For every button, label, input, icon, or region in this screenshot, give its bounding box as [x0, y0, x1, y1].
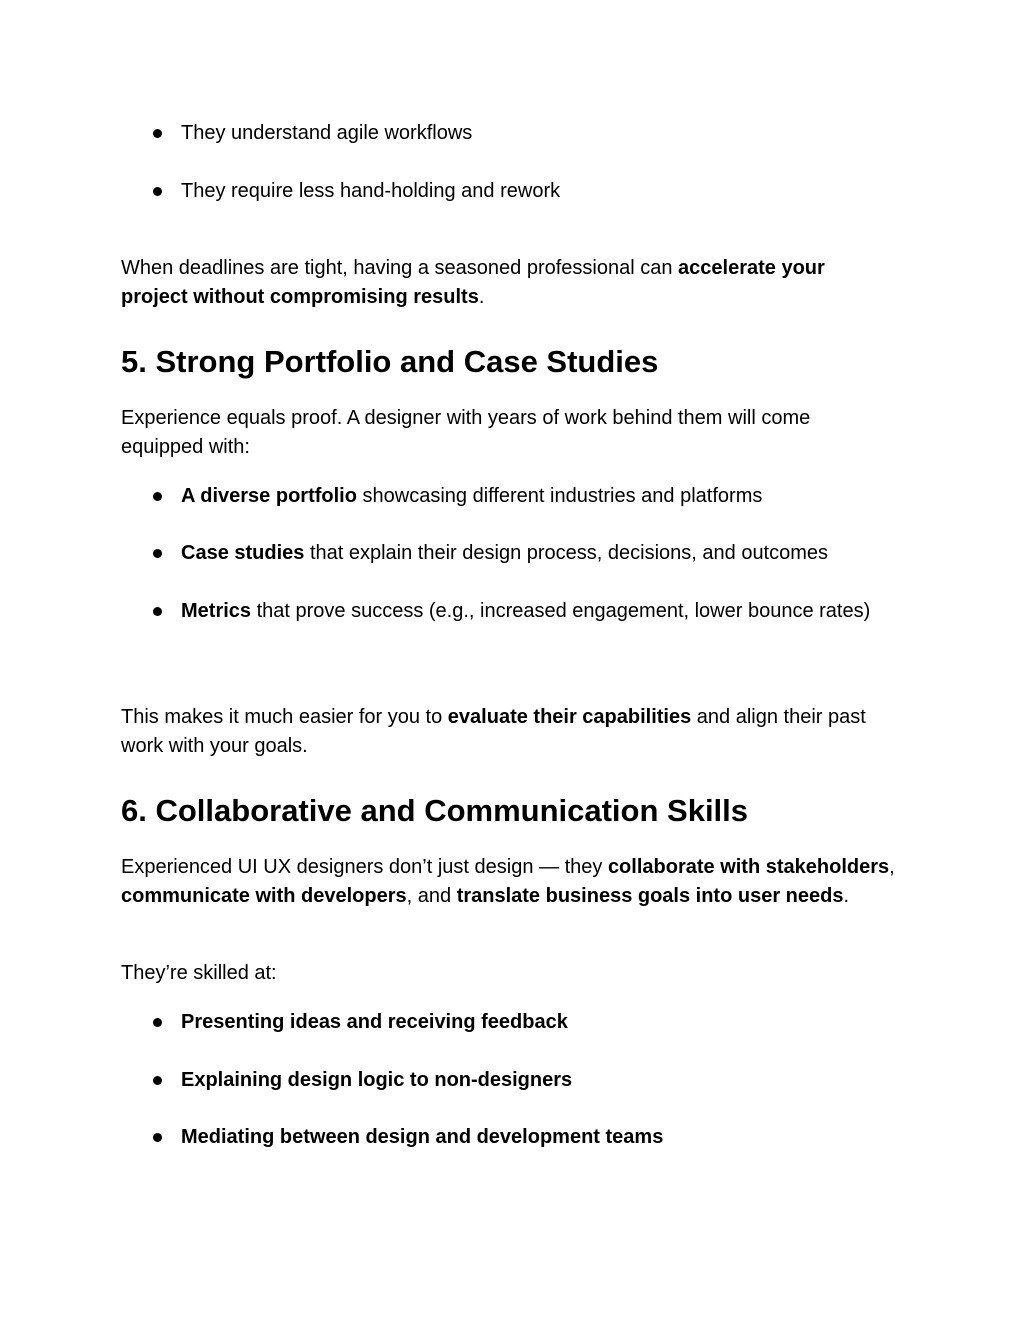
- section-5-intro: Experience equals proof. A designer with years of work behind them will come equipped with:: [121, 407, 811, 458]
- list-item-emphasis: Presenting ideas and receiving feedback: [181, 1011, 568, 1033]
- section-6-intro: [121, 853, 896, 911]
- paragraph-text: .: [478, 286, 485, 308]
- paragraph-emphasis: translate business goals into user needs: [456, 885, 844, 907]
- paragraph-text: , and: [406, 885, 457, 907]
- list-item: [181, 177, 901, 206]
- list-item-text: that prove success (e.g., increased engagement, lower bounce rates): [251, 600, 871, 622]
- paragraph-text: ,: [889, 856, 895, 878]
- list-item: [181, 119, 901, 148]
- list-item: [181, 482, 901, 511]
- list-item-text: that explain their design process, decisions, and outcomes: [304, 542, 829, 564]
- list-item-emphasis: Explaining design logic to non-designers: [181, 1069, 573, 1091]
- paragraph-text: Experienced UI UX designers don’t just design — they: [121, 856, 608, 878]
- list-item-emphasis: Metrics: [181, 600, 252, 622]
- list-item-emphasis: Case studies: [181, 542, 305, 564]
- list-item-text: They understand agile workflows: [181, 122, 473, 144]
- paragraph-text: and align their past work with your goals.: [121, 706, 866, 757]
- section-5-closing: [121, 703, 896, 761]
- paragraph-emphasis: evaluate their capabilities: [447, 706, 692, 728]
- section-heading-5: 5. Strong Portfolio and Case Studies: [121, 344, 659, 379]
- paragraph-emphasis: collaborate with stakeholders: [607, 856, 890, 878]
- list-item-text: They require less hand-holding and rework: [181, 180, 561, 202]
- paragraph-text: When deadlines are tight, having a seasoned professional can: [121, 257, 679, 279]
- paragraph-text: .: [843, 885, 850, 907]
- paragraph-text: This makes it much easier for you to: [121, 706, 448, 728]
- paragraph-emphasis: communicate with developers: [121, 885, 407, 907]
- list-item-emphasis: A diverse portfolio: [181, 485, 357, 507]
- list-item-emphasis: Mediating between design and development teams: [181, 1126, 664, 1148]
- section-6-lead: They’re skilled at:: [121, 962, 277, 984]
- section-heading-6: 6. Collaborative and Communication Skills: [121, 793, 749, 828]
- list-item: [181, 1008, 901, 1037]
- list-item: [181, 539, 901, 568]
- paragraph-emphasis: accelerate your project without compromising results: [121, 257, 825, 308]
- list-item: [181, 597, 901, 626]
- list-item-text: showcasing different industries and platforms: [356, 485, 763, 507]
- list-item: [181, 1123, 901, 1152]
- list-item: [181, 1066, 901, 1095]
- paragraph-deadlines: [121, 254, 896, 312]
